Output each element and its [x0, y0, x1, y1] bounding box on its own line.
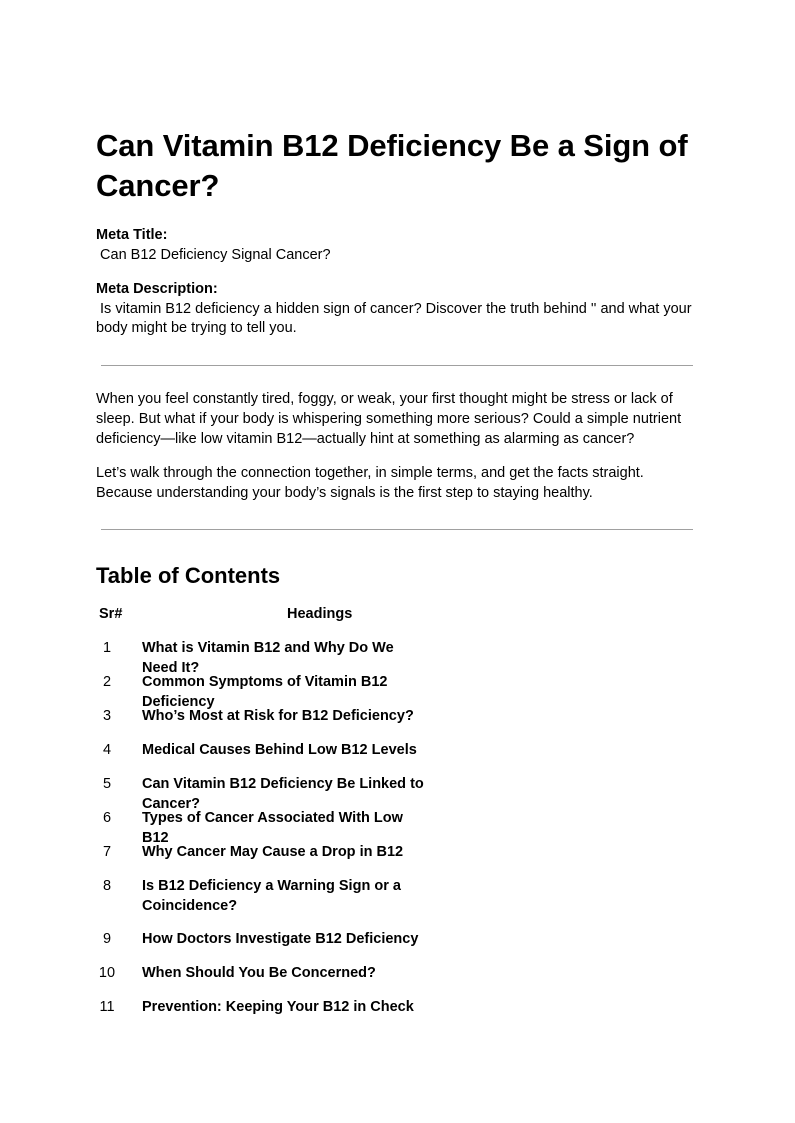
meta-title-value: Can B12 Deficiency Signal Cancer? — [96, 246, 331, 263]
intro-paragraph-1: When you feel constantly tired, foggy, or weak, your first thought might be stress or lack of sleep. But what if your body is whispering something more serious? Could a simple nutrient deficiency—like low vitamin B12—actually hint at something as alarming as cancer? — [96, 391, 682, 447]
intro-paragraph-2: Let’s walk through the connection together, in simple terms, and get the facts straight. Because understanding your body’s signals is the first step to staying healthy. — [96, 465, 644, 501]
toc-row-number: 1 — [102, 640, 112, 656]
section-divider — [101, 529, 693, 530]
toc-row-heading: Medical Causes Behind Low B12 Levels — [142, 742, 417, 758]
toc-col-sr-header: Sr# — [99, 606, 123, 622]
toc-heading: Table of Contents — [96, 563, 281, 588]
toc-row-heading: Who’s Most at Risk for B12 Deficiency? — [142, 708, 414, 724]
toc-row-number: 8 — [102, 878, 112, 894]
toc-row-heading: How Doctors Investigate B12 Deficiency — [142, 931, 419, 947]
toc-col-headings-header: Headings — [287, 606, 353, 622]
toc-row-heading: Common Symptoms of Vitamin B12 Deficiency — [142, 674, 388, 710]
toc-row-number: 4 — [102, 742, 112, 758]
toc-row-heading: Types of Cancer Associated With Low B12 — [142, 810, 403, 846]
toc-row-number: 10 — [98, 965, 116, 981]
toc-row-heading: Can Vitamin B12 Deficiency Be Linked to Cancer? — [142, 776, 424, 812]
toc-row-number: 7 — [102, 844, 112, 860]
toc-row-number: 2 — [102, 674, 112, 690]
meta-title-block — [96, 226, 696, 265]
toc-row-number: 5 — [102, 776, 112, 792]
toc-row-heading: Why Cancer May Cause a Drop in B12 — [142, 844, 404, 860]
meta-description-label: Meta Description: — [96, 281, 218, 297]
page-title: Can Vitamin B12 Deficiency Be a Sign of Cancer? — [96, 128, 688, 203]
toc-row-number: 6 — [102, 810, 112, 826]
toc-row-number: 3 — [102, 708, 112, 724]
meta-title-label: Meta Title: — [96, 227, 168, 243]
toc-row-heading: Is B12 Deficiency a Warning Sign or a Coincidence? — [142, 878, 401, 914]
meta-description-block — [96, 280, 696, 339]
toc-row-heading: Prevention: Keeping Your B12 in Check — [142, 999, 414, 1015]
toc-row-number: 11 — [99, 999, 115, 1015]
meta-description-value: Is vitamin B12 deficiency a hidden sign of cancer? Discover the truth behind '' and what your body might be trying to tell you. — [96, 300, 696, 336]
toc-row-number: 9 — [102, 931, 112, 947]
section-divider — [101, 365, 693, 366]
toc-row-heading: What is Vitamin B12 and Why Do We Need It? — [142, 640, 394, 676]
toc-row-heading: When Should You Be Concerned? — [142, 965, 376, 981]
